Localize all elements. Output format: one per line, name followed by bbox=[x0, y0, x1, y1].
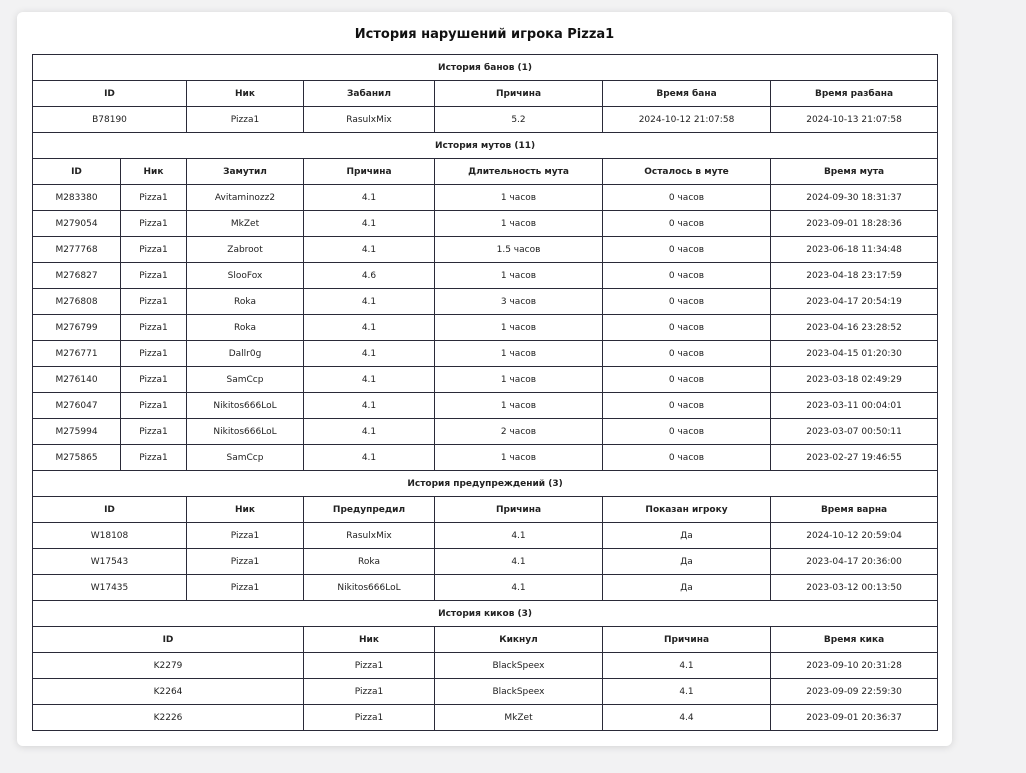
table-cell: 3 часов bbox=[435, 289, 603, 315]
mute-row bbox=[33, 393, 938, 419]
table-cell: 2023-04-15 01:20:30 bbox=[771, 341, 938, 367]
table-cell: 2023-04-16 23:28:52 bbox=[771, 315, 938, 341]
kick-section-title: История киков (3) bbox=[33, 601, 938, 627]
column-header: Причина bbox=[435, 81, 603, 107]
column-header: Ник bbox=[304, 627, 435, 653]
mute-row bbox=[33, 341, 938, 367]
table-cell: Pizza1 bbox=[187, 549, 304, 575]
mute-row bbox=[33, 185, 938, 211]
table-cell: 1 часов bbox=[435, 367, 603, 393]
table-cell: 0 часов bbox=[603, 289, 771, 315]
mute-row bbox=[33, 367, 938, 393]
table-cell: Pizza1 bbox=[121, 237, 187, 263]
ban-row bbox=[33, 107, 938, 133]
table-cell: 0 часов bbox=[603, 185, 771, 211]
table-cell: 1 часов bbox=[435, 341, 603, 367]
table-cell: 4.1 bbox=[435, 549, 603, 575]
table-cell: 2023-04-17 20:36:00 bbox=[771, 549, 938, 575]
table-cell: 0 часов bbox=[603, 341, 771, 367]
table-cell: Pizza1 bbox=[121, 289, 187, 315]
table-cell: Pizza1 bbox=[121, 263, 187, 289]
table-cell: 2024-10-12 21:07:58 bbox=[603, 107, 771, 133]
table-cell: 4.4 bbox=[603, 705, 771, 731]
table-cell: 1 часов bbox=[435, 185, 603, 211]
table-cell: Pizza1 bbox=[121, 341, 187, 367]
mute-row bbox=[33, 237, 938, 263]
table-cell: Pizza1 bbox=[187, 523, 304, 549]
table-cell: M279054 bbox=[33, 211, 121, 237]
column-header: Время мута bbox=[771, 159, 938, 185]
table-cell: 2023-09-10 20:31:28 bbox=[771, 653, 938, 679]
table-cell: 1 часов bbox=[435, 315, 603, 341]
warn-row bbox=[33, 575, 938, 601]
table-cell: 0 часов bbox=[603, 445, 771, 471]
table-cell: 2023-03-18 02:49:29 bbox=[771, 367, 938, 393]
warn-section-header bbox=[33, 471, 938, 497]
table-cell: Pizza1 bbox=[304, 679, 435, 705]
column-header: Ник bbox=[187, 81, 304, 107]
table-cell: 4.1 bbox=[304, 211, 435, 237]
table-cell: Dallr0g bbox=[187, 341, 304, 367]
warn-row bbox=[33, 523, 938, 549]
table-cell: 2023-09-01 20:36:37 bbox=[771, 705, 938, 731]
table-cell: Nikitos666LoL bbox=[187, 419, 304, 445]
table-cell: 2023-03-12 00:13:50 bbox=[771, 575, 938, 601]
warn-row bbox=[33, 549, 938, 575]
kick-row bbox=[33, 679, 938, 705]
mute-row bbox=[33, 445, 938, 471]
table-cell: Pizza1 bbox=[187, 107, 304, 133]
table-cell: M276140 bbox=[33, 367, 121, 393]
table-cell: 2 часов bbox=[435, 419, 603, 445]
violations-table bbox=[32, 54, 938, 731]
mute-row bbox=[33, 419, 938, 445]
table-cell: 0 часов bbox=[603, 393, 771, 419]
table-cell: 2023-09-01 18:28:36 bbox=[771, 211, 938, 237]
table-cell: 0 часов bbox=[603, 211, 771, 237]
table-cell: Nikitos666LoL bbox=[187, 393, 304, 419]
table-cell: 1 часов bbox=[435, 393, 603, 419]
column-header: Причина bbox=[304, 159, 435, 185]
table-cell: MkZet bbox=[187, 211, 304, 237]
column-header: Время бана bbox=[603, 81, 771, 107]
table-cell: RasulxMix bbox=[304, 523, 435, 549]
table-cell: Nikitos666LoL bbox=[304, 575, 435, 601]
table-cell: W17543 bbox=[33, 549, 187, 575]
kick-section-header bbox=[33, 601, 938, 627]
table-cell: SamCcp bbox=[187, 445, 304, 471]
table-cell: BlackSpeex bbox=[435, 653, 603, 679]
table-cell: RasulxMix bbox=[304, 107, 435, 133]
mute-row bbox=[33, 315, 938, 341]
table-cell: Roka bbox=[187, 315, 304, 341]
column-header: Показан игроку bbox=[603, 497, 771, 523]
table-cell: MkZet bbox=[435, 705, 603, 731]
table-cell: B78190 bbox=[33, 107, 187, 133]
column-header: Длительность мута bbox=[435, 159, 603, 185]
column-header: Время варна bbox=[771, 497, 938, 523]
warn-column-headers bbox=[33, 497, 938, 523]
ban-section-title: История банов (1) bbox=[33, 55, 938, 81]
table-cell: 2024-09-30 18:31:37 bbox=[771, 185, 938, 211]
warn-section-title: История предупреждений (3) bbox=[33, 471, 938, 497]
table-cell: M276771 bbox=[33, 341, 121, 367]
mute-row bbox=[33, 211, 938, 237]
table-cell: 4.1 bbox=[435, 523, 603, 549]
table-cell: 2023-03-11 00:04:01 bbox=[771, 393, 938, 419]
table-cell: 2023-04-17 20:54:19 bbox=[771, 289, 938, 315]
table-cell: Pizza1 bbox=[304, 705, 435, 731]
table-cell: 4.1 bbox=[304, 445, 435, 471]
table-cell: 2024-10-13 21:07:58 bbox=[771, 107, 938, 133]
page-title: История нарушений игрока Pizza1 bbox=[354, 27, 615, 42]
table-cell: 2023-03-07 00:50:11 bbox=[771, 419, 938, 445]
column-header: ID bbox=[33, 497, 187, 523]
column-header: Время кика bbox=[771, 627, 938, 653]
table-cell: Pizza1 bbox=[121, 445, 187, 471]
table-cell: Да bbox=[603, 549, 771, 575]
table-cell: M275865 bbox=[33, 445, 121, 471]
table-cell: 0 часов bbox=[603, 237, 771, 263]
mute-section-title: История мутов (11) bbox=[33, 133, 938, 159]
column-header: ID bbox=[33, 627, 304, 653]
table-cell: Pizza1 bbox=[187, 575, 304, 601]
table-cell: 2023-02-27 19:46:55 bbox=[771, 445, 938, 471]
table-cell: K2226 bbox=[33, 705, 304, 731]
table-cell: Pizza1 bbox=[304, 653, 435, 679]
table-cell: M276827 bbox=[33, 263, 121, 289]
table-cell: 0 часов bbox=[603, 315, 771, 341]
table-cell: 0 часов bbox=[603, 263, 771, 289]
table-cell: 4.1 bbox=[304, 185, 435, 211]
table-cell: 2023-06-18 11:34:48 bbox=[771, 237, 938, 263]
table-cell: 2024-10-12 20:59:04 bbox=[771, 523, 938, 549]
table-cell: M276799 bbox=[33, 315, 121, 341]
table-cell: 1.5 часов bbox=[435, 237, 603, 263]
table-cell: SamCcp bbox=[187, 367, 304, 393]
table-cell: Roka bbox=[304, 549, 435, 575]
table-cell: M283380 bbox=[33, 185, 121, 211]
mute-section-header bbox=[33, 133, 938, 159]
table-cell: 0 часов bbox=[603, 419, 771, 445]
table-cell: 1 часов bbox=[435, 263, 603, 289]
ban-column-headers bbox=[33, 81, 938, 107]
table-cell: 4.1 bbox=[304, 289, 435, 315]
table-cell: BlackSpeex bbox=[435, 679, 603, 705]
column-header: Забанил bbox=[304, 81, 435, 107]
table-cell: W17435 bbox=[33, 575, 187, 601]
violations-card bbox=[17, 12, 952, 746]
column-header: Ник bbox=[187, 497, 304, 523]
table-cell: 4.1 bbox=[304, 367, 435, 393]
column-header: Кикнул bbox=[435, 627, 603, 653]
table-cell: K2264 bbox=[33, 679, 304, 705]
kick-row bbox=[33, 653, 938, 679]
kick-row bbox=[33, 705, 938, 731]
table-cell: 4.6 bbox=[304, 263, 435, 289]
table-cell: M277768 bbox=[33, 237, 121, 263]
table-cell: Pizza1 bbox=[121, 367, 187, 393]
table-cell: W18108 bbox=[33, 523, 187, 549]
table-cell: 2023-09-09 22:59:30 bbox=[771, 679, 938, 705]
table-cell: M275994 bbox=[33, 419, 121, 445]
table-cell: 1 часов bbox=[435, 445, 603, 471]
table-cell: 4.1 bbox=[304, 393, 435, 419]
table-cell: Pizza1 bbox=[121, 393, 187, 419]
table-cell: M276808 bbox=[33, 289, 121, 315]
table-cell: Pizza1 bbox=[121, 315, 187, 341]
table-cell: Roka bbox=[187, 289, 304, 315]
table-cell: 4.1 bbox=[603, 653, 771, 679]
table-cell: Да bbox=[603, 575, 771, 601]
ban-section-header bbox=[33, 55, 938, 81]
table-cell: 1 часов bbox=[435, 211, 603, 237]
column-header: Предупредил bbox=[304, 497, 435, 523]
column-header: Причина bbox=[603, 627, 771, 653]
table-cell: Avitaminozz2 bbox=[187, 185, 304, 211]
table-cell: SlooFox bbox=[187, 263, 304, 289]
table-cell: 4.1 bbox=[304, 419, 435, 445]
column-header: ID bbox=[33, 81, 187, 107]
column-header: Осталось в муте bbox=[603, 159, 771, 185]
mute-column-headers bbox=[33, 159, 938, 185]
column-header: Время разбана bbox=[771, 81, 938, 107]
table-cell: Pizza1 bbox=[121, 211, 187, 237]
table-cell: 5.2 bbox=[435, 107, 603, 133]
table-cell: M276047 bbox=[33, 393, 121, 419]
table-cell: Pizza1 bbox=[121, 185, 187, 211]
table-cell: 2023-04-18 23:17:59 bbox=[771, 263, 938, 289]
table-cell: 4.1 bbox=[435, 575, 603, 601]
kick-column-headers bbox=[33, 627, 938, 653]
table-cell: 0 часов bbox=[603, 367, 771, 393]
table-cell: Zabroot bbox=[187, 237, 304, 263]
column-header: Ник bbox=[121, 159, 187, 185]
table-cell: 4.1 bbox=[304, 341, 435, 367]
mute-row bbox=[33, 289, 938, 315]
column-header: Причина bbox=[435, 497, 603, 523]
table-cell: 4.1 bbox=[304, 315, 435, 341]
table-cell: 4.1 bbox=[603, 679, 771, 705]
table-cell: Pizza1 bbox=[121, 419, 187, 445]
mute-row bbox=[33, 263, 938, 289]
table-cell: Да bbox=[603, 523, 771, 549]
table-cell: K2279 bbox=[33, 653, 304, 679]
column-header: ID bbox=[33, 159, 121, 185]
table-cell: 4.1 bbox=[304, 237, 435, 263]
column-header: Замутил bbox=[187, 159, 304, 185]
